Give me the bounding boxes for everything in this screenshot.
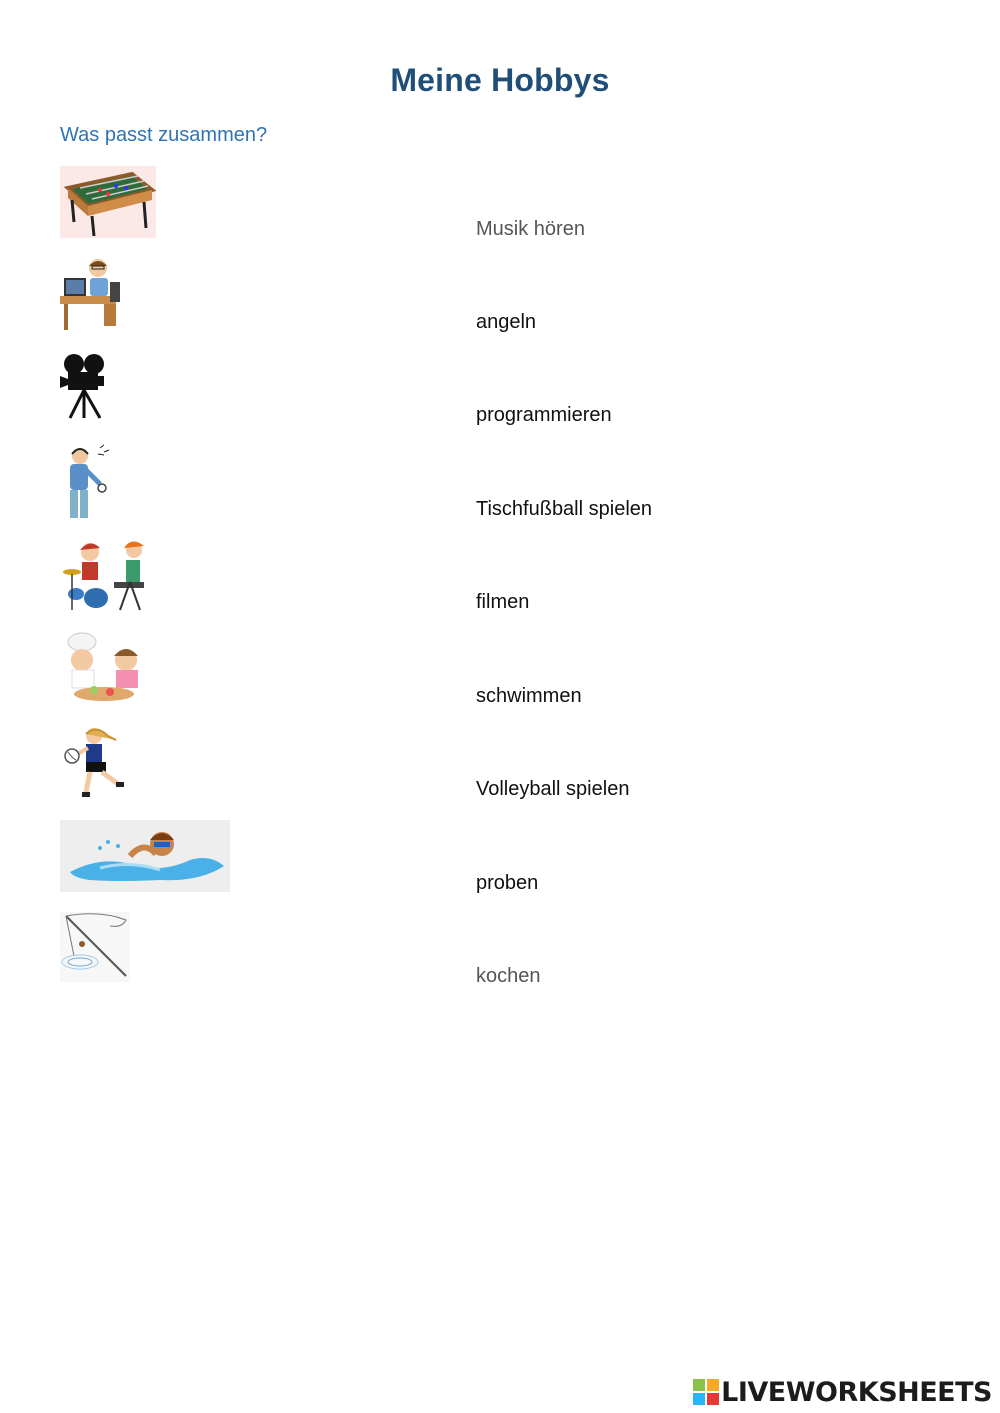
cooking-children-icon xyxy=(60,632,148,704)
volleyball-player-icon xyxy=(60,726,126,800)
table-football-icon xyxy=(60,166,156,238)
word-option[interactable]: Musik hören xyxy=(476,218,585,240)
brand-name: LIVEWORKSHEETS xyxy=(721,1376,992,1408)
computer-programming-icon xyxy=(60,258,124,332)
liveworksheets-logo-icon xyxy=(693,1379,719,1405)
film-camera-icon xyxy=(60,352,108,420)
word-option[interactable]: filmen xyxy=(476,591,530,613)
word-option[interactable]: proben xyxy=(476,872,539,894)
band-rehearsal-icon xyxy=(60,538,152,614)
listening-music-icon xyxy=(60,444,112,520)
word-option[interactable]: Volleyball spielen xyxy=(476,778,630,800)
page-title: Meine Hobbys xyxy=(390,62,610,98)
swimmer-icon xyxy=(60,820,230,892)
task-instruction: Was passt zusammen? xyxy=(60,124,268,146)
word-option[interactable]: kochen xyxy=(476,965,541,987)
word-option[interactable]: schwimmen xyxy=(476,685,582,707)
word-option[interactable]: angeln xyxy=(476,311,537,333)
word-option[interactable]: programmieren xyxy=(476,404,612,426)
brand-footer xyxy=(693,1374,992,1410)
fishing-rod-icon xyxy=(60,912,130,982)
word-option[interactable]: Tischfußball spielen xyxy=(476,498,653,520)
